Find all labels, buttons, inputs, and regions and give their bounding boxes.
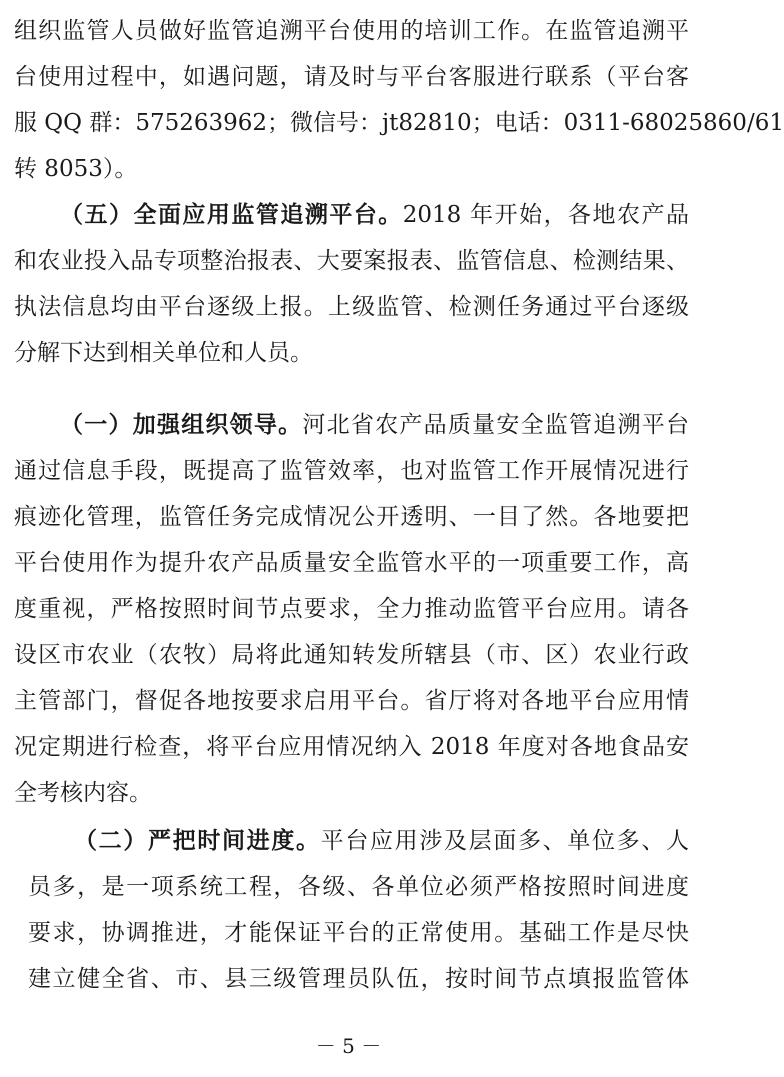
paragraph-line: 台使用过程中，如遇问题，请及时与平台客服进行联系（平台客 — [14, 64, 689, 90]
section-heading — [14, 356, 689, 402]
paragraph-lead: （一）加强组织领导。 — [60, 411, 303, 438]
paragraph-line: 员多，是一项系统工程，各级、各单位必须严格按照时间进度 — [28, 874, 689, 900]
paragraph-line-rest: 2018 年开始，各地农产品 — [402, 202, 689, 228]
paragraph-line: 转 8053）。 — [14, 156, 138, 182]
paragraph-line-rest: 河北省农产品质量安全监管追溯平台 — [302, 412, 690, 438]
paragraph-line: 平台使用作为提升农产品质量安全监管水平的一项重要工作，高 — [14, 550, 689, 576]
paragraph-line: 通过信息手段，既提高了监管效率，也对监管工作开展情况进行 — [14, 458, 689, 484]
paragraph-first-line — [14, 192, 689, 238]
paragraph-line: 主管部门，督促各地按要求启用平台。省厅将对各地平台应用情 — [14, 688, 689, 714]
paragraph-line-rest: 平台应用涉及层面多、单位多、人 — [320, 828, 690, 854]
page-number: － 5 － — [315, 1034, 382, 1058]
paragraph-line: 组织监管人员做好监管追溯平台使用的培训工作。在监管追溯平 — [14, 18, 689, 44]
paragraph-line: 和农业投入品专项整治报表、大要案报表、监管信息、检测结果、 — [14, 248, 689, 274]
paragraph-line: 服 QQ 群：575263962；微信号：jt82810；电话：0311-68025860/61 — [14, 110, 784, 136]
paragraph-first-line — [14, 818, 689, 864]
paragraph-line: 建立健全省、市、县三级管理员队伍，按时间节点填报监管体 — [28, 966, 689, 992]
paragraph-line: 要求，协调推进，才能保证平台的正常使用。基础工作是尽快 — [28, 920, 689, 946]
paragraph-line: 况定期进行检查，将平台应用情况纳入 2018 年度对各地食品安 — [14, 734, 689, 760]
paragraph-line: 度重视，严格按照时间节点要求，全力推动监管平台应用。请各 — [14, 596, 689, 622]
paragraph-lead: （五）全面应用监管追溯平台。 — [60, 201, 403, 228]
paragraph-line: 分解下达到相关单位和人员。 — [14, 340, 313, 366]
paragraph-line: 痕迹化管理，监管任务完成情况公开透明、一目了然。各地要把 — [14, 504, 689, 530]
paragraph-lead: （二）严把时间进度。 — [74, 827, 321, 854]
paragraph-line: 设区市农业（农牧）局将此通知转发所辖县（市、区）农业行政 — [14, 642, 689, 668]
paragraph-first-line — [14, 402, 689, 448]
paragraph-line: 全考核内容。 — [14, 780, 152, 806]
paragraph-line: 执法信息均由平台逐级上报。上级监管、检测任务通过平台逐级 — [14, 294, 689, 320]
